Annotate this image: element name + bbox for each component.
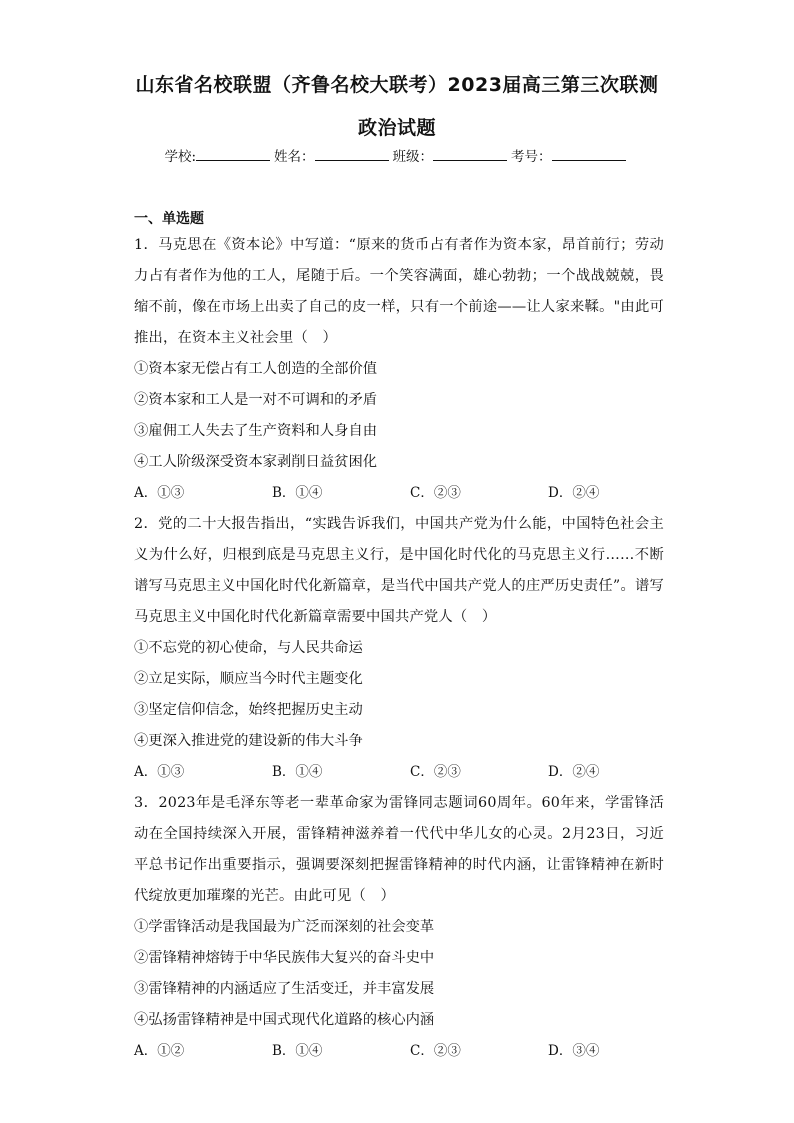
question-stem: 2．党的二十大报告指出，“实践告诉我们，中国共产党为什么能，中国特色社会主义为什么好，归根到底是马克思主义行，是中国化时代化的马克思主义行……不断谱写马克思主义中国化时代化新篇章，是当代中国共产党人的庄严历史责任”。谱写马克思主义中国化时代化新篇章需要中国共产党人（ ）	[134, 516, 664, 625]
choice-c[interactable]: C．②③	[410, 1043, 461, 1059]
choice-d[interactable]: D．②④	[548, 485, 600, 501]
question-3	[134, 788, 664, 1067]
choice-c[interactable]: C．②③	[410, 764, 461, 780]
statement: ②雷锋精神熔铸于中华民族伟大复兴的奋斗史中	[134, 950, 435, 966]
statement: ④工人阶级深受资本家剥削日益贫困化	[134, 454, 378, 470]
choice-a[interactable]: A．①③	[134, 764, 185, 780]
answer-choices	[134, 1036, 664, 1067]
question-1	[134, 230, 664, 509]
statement: ③坚定信仰信念，始终把握历史主动	[134, 702, 363, 718]
choice-d[interactable]: D．③④	[548, 1043, 600, 1059]
choice-a[interactable]: A．①③	[134, 485, 185, 501]
class-blank[interactable]	[433, 147, 507, 161]
statement: ①资本家无偿占有工人创造的全部价值	[134, 361, 378, 377]
choice-d[interactable]: D．②④	[548, 764, 600, 780]
statement: ②立足实际，顺应当今时代主题变化	[134, 671, 363, 687]
answer-choices	[134, 478, 664, 509]
statement: ④弘扬雷锋精神是中国式现代化道路的核心内涵	[134, 1012, 435, 1028]
choice-b[interactable]: B．①④	[272, 485, 323, 501]
question-stem: 3．2023年是毛泽东等老一辈革命家为雷锋同志题词60周年。60年来，学雷锋活动在全国持续深入开展，雷锋精神滋养着一代代中华儿女的心灵。2月23日，习近平总书记作出重要指示，强调要深刻把握雷锋精神的时代内涵，让雷锋精神在新时代绽放更加璀璨的光芒。由此可见（ ）	[134, 795, 664, 904]
statement: ①学雷锋活动是我国最为广泛而深刻的社会变革	[134, 919, 435, 935]
exam-number-blank[interactable]	[552, 147, 626, 161]
choice-b[interactable]: B．①④	[272, 764, 323, 780]
exam-number-label: 考号：	[511, 149, 552, 165]
choice-c[interactable]: C．②③	[410, 485, 461, 501]
statement: ③雷锋精神的内涵适应了生活变迁，并丰富发展	[134, 981, 435, 997]
statement: ②资本家和工人是一对不可调和的矛盾	[134, 392, 378, 408]
section-title: 一、单选题	[134, 211, 204, 227]
question-2	[134, 509, 664, 788]
choice-b[interactable]: B．①④	[272, 1043, 323, 1059]
statement: ①不忘党的初心使命，与人民共命运	[134, 640, 363, 656]
statement: ④更深入推进党的建设新的伟大斗争	[134, 733, 363, 749]
choice-a[interactable]: A．①②	[134, 1043, 185, 1059]
exam-subject: 政治试题	[357, 117, 436, 139]
name-blank[interactable]	[315, 147, 389, 161]
exam-title: 山东省名校联盟（齐鲁名校大联考）2023届高三第三次联测	[135, 74, 659, 96]
answer-choices	[134, 757, 664, 788]
school-blank[interactable]	[196, 147, 270, 161]
statement: ③雇佣工人失去了生产资料和人身自由	[134, 423, 378, 439]
student-info-line	[0, 145, 794, 165]
question-stem: 1．马克思在《资本论》中写道：“原来的货币占有者作为资本家，昂首前行；劳动力占有者作为他的工人，尾随于后。一个笑容满面，雄心勃勃；一个战战兢兢，畏缩不前，像在市场上出卖了自己的皮一样，只有一个前途——让人家来鞣。"由此可推出，在资本主义社会里（ ）	[134, 237, 664, 346]
school-label: 学校:	[164, 149, 197, 165]
name-label: 姓名：	[274, 149, 315, 165]
class-label: 班级：	[392, 149, 434, 165]
